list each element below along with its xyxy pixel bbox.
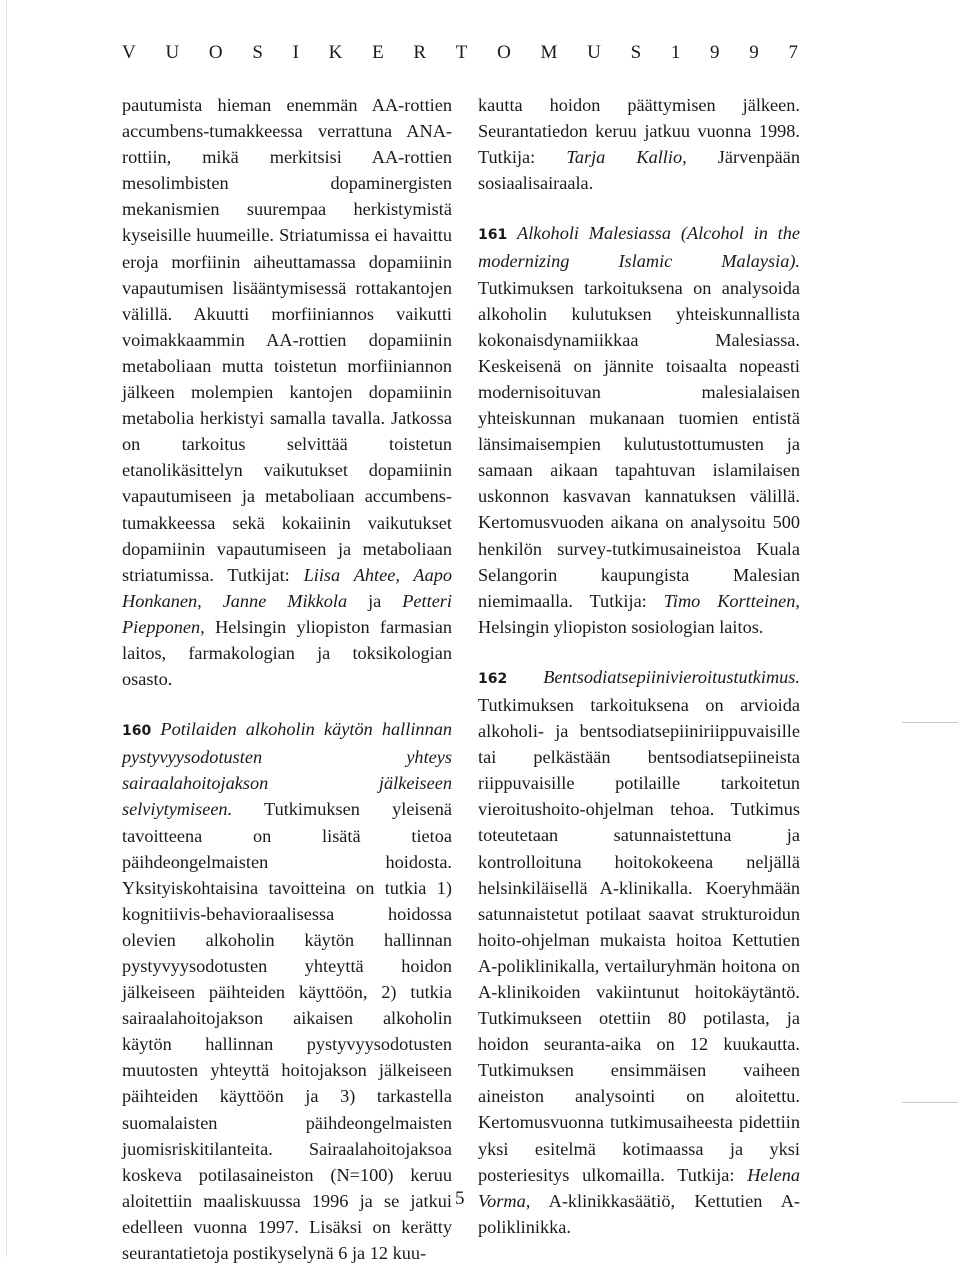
header-letter: S: [252, 42, 263, 63]
header-year-digit: 1: [670, 42, 681, 63]
header-letter: U: [165, 42, 180, 63]
researcher-name: Petteri Piepponen,: [122, 590, 452, 637]
scan-edge-line: [6, 0, 7, 1257]
header-letter: R: [413, 42, 427, 63]
entry-body: Tutkimuksen yleisenä tavoitteena on lisätä tietoa päihdeongelmaisten hoidosta. Yksityiskohtaisina tavoitteina on tutkia 1) kognitiivis-behavioraalisessa hoidossa olevien alkoholin käytön hallinnan pystyvyysodotusten yhteyttä hoidon jälkeiseen päihteiden käyttöön, 2) tutkia sairaalahoitojakson aikaisen alkoholin käytön hallinnan pystyvyysodotusten muutosten yhteyttä hoitojakson jälkeiseen päihteiden käyttöön ja 3) tarkastella suomalaisten päihdeongelmaisten juomisriskitilanteita. Sairaalahoitojaksoa koskeva potilasaineiston (N=100) keruu aloitettiin maaliskuussa 1996 ja se jatkui edelleen vuonna 1997. Lisäksi on kerätty seurantatietoja postikyselynä 6 ja 12 kuu-: [122, 799, 452, 1264]
researcher-name: Helena Vorma,: [478, 1164, 800, 1211]
entry-161: 161 Alkoholi Malesiassa (Alcohol in the modernizing Islamic Malaysia). Tutkimuksen tarkoituksena on analysoida alkoholin kulutuksen yhteiskunnallista kokonaisdynamiikkaa Malesiassa. Keskeisenä on jännite toisaalta nopeasti modernisoituvan malesialaisen yhteiskunnan mukanaan tuomien entistä länsimaisempien kulutustottumusten ja samaan aikaan tapahtuvan islamilaisen uskonnon kasvavan kannatuksen välillä. Kertomusvuoden aikana on analysoitu 500 henkilön survey-tutkimusaineistoa Kuala Selangorin kaupungista Malesian niemimaalla. Tutkija: Timo Kortteinen, Helsingin yliopiston sosiologian laitos.: [478, 223, 800, 637]
entry-title: Potilaiden alkoholin käytön hallinnan pystyvyysodotusten yhteys sairaalahoitojakson jälkeiseen selviytymiseen.: [122, 719, 452, 820]
paragraph-continued: kautta hoidon päättymisen jälkeen. Seurantatiedon keruu jatkuu vuonna 1998. Tutkija: Tarja Kallio, Järvenpään sosiaalisairaala.: [478, 95, 800, 194]
entry-title: Alkoholi Malesiassa (Alcohol in the modernizing Islamic Malaysia).: [478, 223, 800, 272]
paragraph-continued: pautumista hieman enemmän AA-rottien accumbens-tumakkeessa verrattuna ANA-rottiin, mikä merkitsisi AA-rottien mesolimbisten dopaminergisten mekanismien suurempaa herkistymistä kyseisille huumeille. Striatumissa ei havaittu eroja morfiinin aiheuttamassa dopamiinin vapautumisen lisääntymisessä rottakantojen välillä. Akuutti morfiiniannos vaikutti voimakkaammin AA-rottien dopamiinin metaboliaan mutta toistetun morfiiniannon jälkeen molempien kantojen dopamiinin metabolia herkistyi samalla tavalla. Jatkossa on tarkoitus selvittää toistetun etanolikäsittelyn vaikutukset dopamiinin vapautumiseen ja metaboliaan accumbens-tumakkeessa sekä kokaiinin vaikutukset dopamiinin vapautumiseen ja metaboliaan striatumissa. Tutkijat: Liisa Ahtee, Aapo Honkanen, Janne Mikkola ja Petteri Piepponen, Helsingin yliopiston farmasian laitos, farmakologian ja toksikologian osasto.: [122, 95, 452, 690]
entry-number: 160: [122, 723, 152, 740]
entry-body: Tutkimuksen tarkoituksena on analysoida alkoholin kulutuksen yhteiskunnallista kokonaisdynamiikkaa Malesiassa. Keskeisenä on jännite toisaalta nopeasti modernisoituvan malesialaisen yhteiskunnan mukanaan tuomien entistä länsimaisempien kulutustottumusten ja samaan aikaan tapahtuvan islamilaisen uskonnon kasvavan kannatuksen välillä. Kertomusvuoden aikana on analysoitu 500 henkilön survey-tutkimusaineistoa Kuala Selangorin kaupungista Malesian niemimaalla. Tutkija:: [478, 277, 800, 611]
header-year-digit: 9: [749, 42, 759, 63]
header-letter: T: [455, 42, 468, 63]
page-number: 5: [455, 1188, 465, 1209]
header-letter: E: [372, 42, 384, 63]
header-letter: I: [292, 42, 299, 63]
right-column: [478, 92, 800, 1240]
entry-number: 161: [478, 227, 508, 244]
running-header: [122, 42, 798, 64]
entry-160: [122, 716, 452, 1266]
header-letter: M: [540, 42, 558, 63]
margin-rule: [902, 1102, 958, 1103]
researcher-name: Tarja Kallio,: [566, 147, 687, 168]
entry-number: 162: [478, 670, 508, 687]
researcher-name: Timo Kortteinen,: [663, 590, 800, 611]
header-letter: O: [208, 42, 223, 63]
entry-body: Tutkimuksen tarkoituksena on arvioida alkoholi- ja bentsodiatsepiiniriippuvaisille tai pelkästään bentsodiatsepiineista riippuvaisille potilaille tarkoitetun vieroitushoito-ohjelman tehoa. Tutkimus toteutetaan satunnaistettuna ja kontrolloituna hoitokokeena neljällä helsinkiläisellä A-klinikalla. Koeryhmään satunnaistetut potilaat saavat strukturoidun hoito-ohjelman mukaista hoitoa Kettutien A-poliklinikalla, vertailuryhmän hoitona on A-klinikoiden vakiintunut hoitokäytäntö. Tutkimukseen otettiin 80 potilasta, ja hoidon seuranta-aika on 12 kuukautta. Tutkimuksen ensimmäisen vaiheen aineiston analysointi on aloitettu. Kertomusvuonna tutkimusaiheesta pidettiin yksi esitelmä kotimaassa ja yksi posteriesitys ulkomailla. Tutkija:: [478, 694, 800, 1185]
header-letter: U: [587, 42, 601, 63]
header-letter: K: [328, 42, 343, 63]
left-column: [122, 92, 452, 1266]
entry-162: 162 Bentsodiatsepiinivieroitustutkimus. Tutkimuksen tarkoituksena on arvioida alkoholi- ja bentsodiatsepiiniriippuvaisille tai pelkästään bentsodiatsepiineista riippuvaisille potilaille tarkoitetun vieroitushoito-ohjelman tehoa. Tutkimus toteutetaan satunnaistettuna ja kontrolloituna hoitokokeena neljällä helsinkiläisellä A-klinikalla. Koeryhmään satunnaistetut potilaat saavat strukturoidun hoito-ohjelman mukaista hoitoa Kettutien A-poliklinikalla, vertailuryhmän hoitona on A-klinikoiden vakiintunut hoitokäytäntö. Tutkimukseen otettiin 80 potilasta, ja hoidon seuranta-aika on 12 kuukautta. Tutkimuksen ensimmäisen vaiheen aineiston analysointi on aloitettu. Kertomusvuonna tutkimusaiheesta pidettiin yksi esitelmä kotimaassa ja yksi posteriesitys ulkomailla. Tutkija: Helena Vorma, A-klinikkasäätiö, Kettutien A-poliklinikka.: [478, 666, 800, 1237]
entry-title: Bentsodiatsepiinivieroitustutkimus.: [543, 666, 800, 687]
researcher-names: Liisa Ahtee, Aapo Honkanen, Janne Mikkola: [122, 564, 452, 611]
margin-rule: [902, 722, 958, 723]
header-letter: S: [630, 42, 642, 63]
header-year-digit: 7: [788, 42, 798, 63]
header-year-digit: 9: [710, 42, 720, 63]
header-letter: V: [122, 42, 136, 63]
header-letter: O: [497, 42, 511, 63]
